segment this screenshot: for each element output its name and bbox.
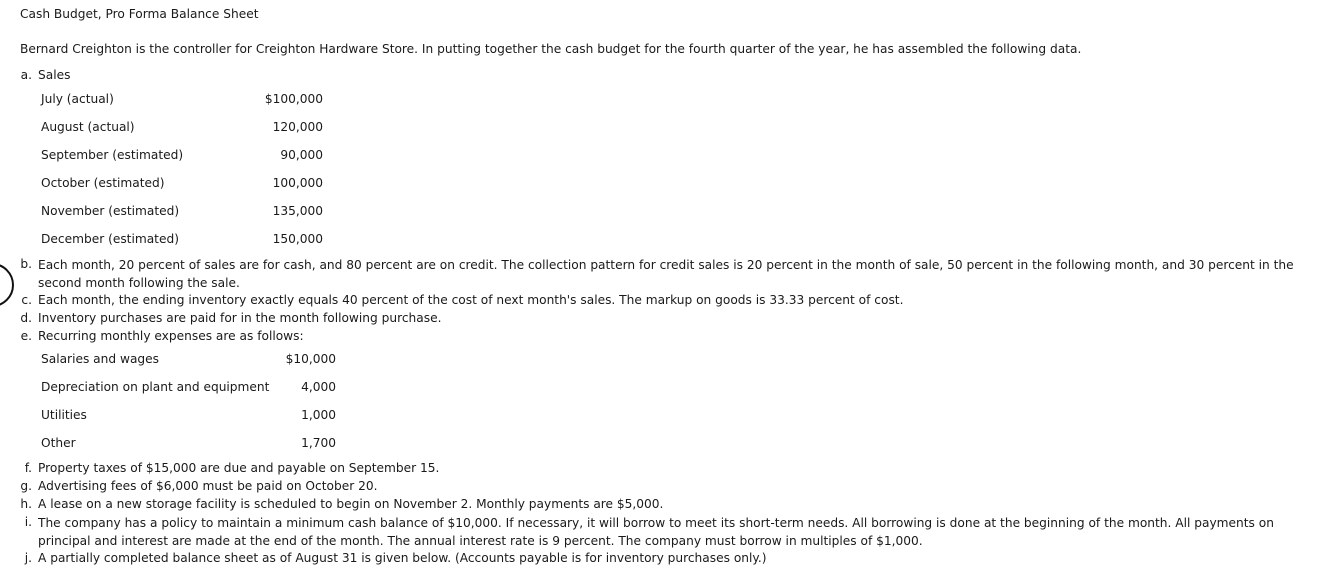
item-g-text: Advertising fees of $6,000 must be paid on October 20. (38, 479, 378, 493)
table-row (41, 345, 336, 373)
expense-label: Salaries and wages (41, 352, 160, 366)
item-marker-e: e. (20, 329, 32, 343)
sales-amount: 90,000 (280, 148, 323, 162)
table-row (41, 373, 336, 401)
expense-amount: 1,700 (301, 436, 336, 450)
item-i-text: The company has a policy to maintain a minimum cash balance of $10,000. If necessary, it will borrow to meet its short-term needs. All borrowing is done at the beginning of the month. All payments on principal and interest are made at the end of the month. The annual interest rate is 9 percent. The company must borrow in multiples of $1,000. (38, 516, 1274, 548)
intro-paragraph: Bernard Creighton is the controller for Creighton Hardware Store. In putting together the cash budget for the fourth quarter of the year, he has assembled the following data. (20, 42, 1082, 56)
item-d-text: Inventory purchases are paid for in the month following purchase. (38, 311, 442, 325)
item-marker-i: i. (24, 515, 32, 529)
item-f-text: Property taxes of $15,000 are due and payable on September 15. (38, 461, 440, 475)
expenses-table (41, 345, 336, 457)
item-marker-f: f. (24, 461, 32, 475)
page-title: Cash Budget, Pro Forma Balance Sheet (20, 7, 259, 21)
item-b-text: Each month, 20 percent of sales are for cash, and 80 percent are on credit. The collection pattern for credit sales is 20 percent in the month of sale, 50 percent in the following month, and 30 percent in the second month following the sale. (38, 258, 1294, 290)
sales-table (41, 85, 323, 253)
item-marker-j: j. (24, 551, 32, 565)
expense-amount: 4,000 (301, 380, 336, 394)
item-marker-c: c. (21, 293, 32, 307)
item-marker-a: a. (20, 68, 32, 82)
table-row (41, 113, 323, 141)
scroll-handle-icon[interactable] (0, 263, 14, 307)
item-marker-b: b. (20, 257, 32, 271)
expense-amount: $10,000 (285, 352, 336, 366)
sales-month-label: August (actual) (41, 120, 135, 134)
item-marker-d: d. (20, 311, 32, 325)
table-row (41, 429, 336, 457)
sales-amount: 120,000 (272, 120, 323, 134)
table-row (41, 169, 323, 197)
item-marker-g: g. (20, 479, 32, 493)
table-row (41, 85, 323, 113)
item-h-text: A lease on a new storage facility is scheduled to begin on November 2. Monthly payments are $5,000. (38, 497, 664, 511)
expense-amount: 1,000 (301, 408, 336, 422)
expense-label: Depreciation on plant and equipment (41, 380, 270, 394)
expense-label: Utilities (41, 408, 87, 422)
item-c-text: Each month, the ending inventory exactly equals 40 percent of the cost of next month's sales. The markup on goods is 33.33 percent of cost. (38, 293, 904, 307)
sales-heading: Sales (38, 68, 71, 82)
sales-month-label: September (estimated) (41, 148, 184, 162)
sales-month-label: December (estimated) (41, 232, 179, 246)
sales-amount: 150,000 (272, 232, 323, 246)
table-row (41, 141, 323, 169)
item-marker-h: h. (20, 497, 32, 511)
item-e-text: Recurring monthly expenses are as follows: (38, 329, 304, 343)
expense-label: Other (41, 436, 76, 450)
sales-amount: $100,000 (264, 92, 323, 106)
table-row (41, 225, 323, 253)
item-j-text: A partially completed balance sheet as of August 31 is given below. (Accounts payable is for inventory purchases only.) (38, 551, 767, 565)
table-row (41, 197, 323, 225)
sales-amount: 135,000 (272, 204, 323, 218)
sales-month-label: October (estimated) (41, 176, 165, 190)
sales-month-label: November (estimated) (41, 204, 180, 218)
table-row (41, 401, 336, 429)
sales-month-label: July (actual) (41, 92, 114, 106)
sales-amount: 100,000 (272, 176, 323, 190)
